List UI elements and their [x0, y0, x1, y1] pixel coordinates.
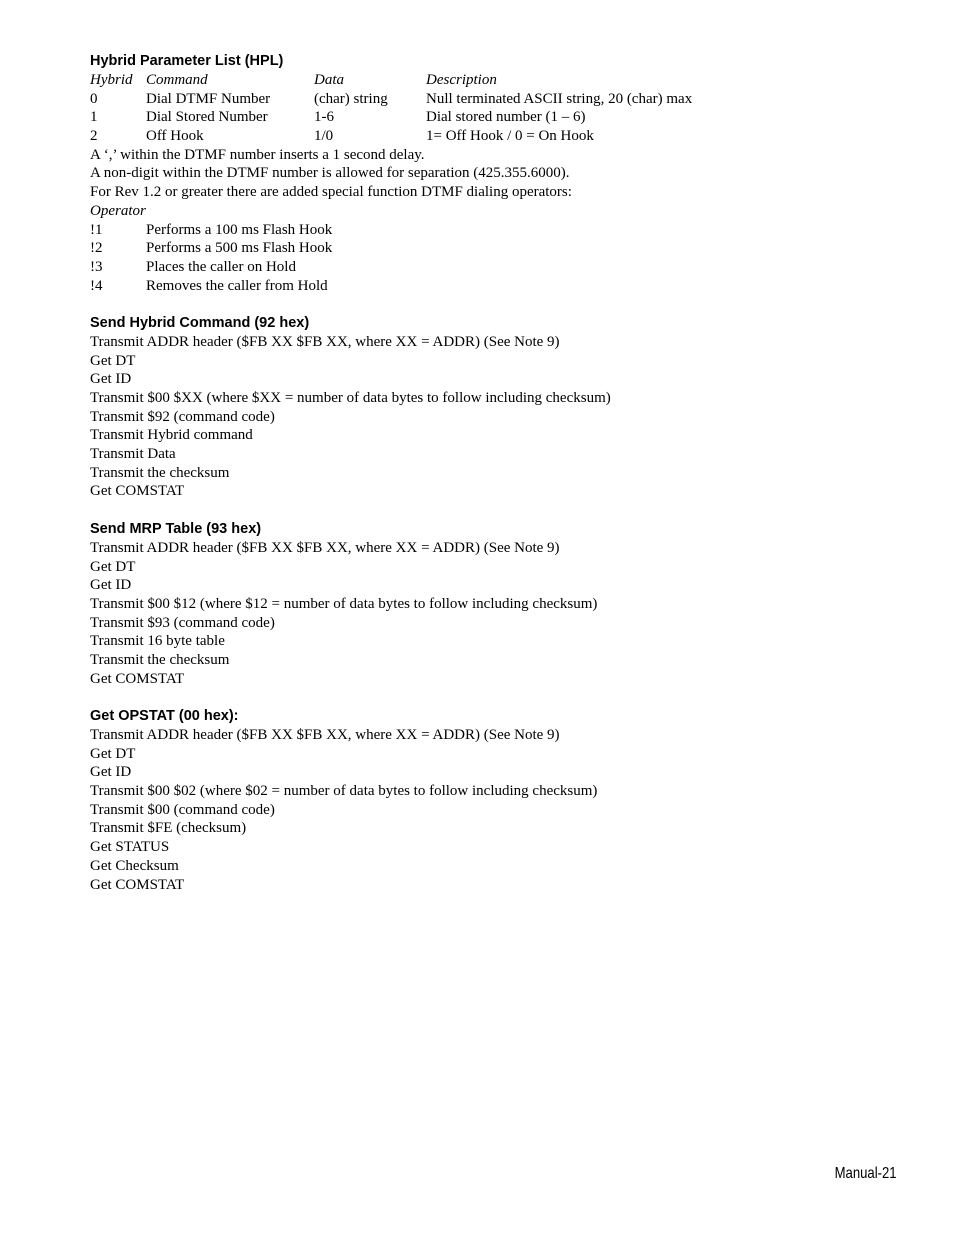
hpl-cell-hybrid: 2 [90, 128, 98, 145]
send-hybrid-section [90, 314, 890, 501]
step-line: Get ID [90, 577, 132, 594]
document-page [90, 52, 890, 894]
table-row [90, 127, 890, 146]
hpl-note: A ‘,’ within the DTMF number inserts a 1 second delay. [90, 146, 425, 163]
operator-row [90, 258, 890, 277]
operator-description: Performs a 100 ms Flash Hook [146, 221, 333, 238]
send-mrp-section [90, 520, 890, 689]
step-line: Transmit the checksum [90, 651, 230, 668]
section-spacer [90, 688, 890, 707]
hpl-cell-description: Dial stored number (1 – 6) [426, 109, 586, 126]
step-line: Transmit 16 byte table [90, 633, 225, 650]
hpl-cell-command: Dial Stored Number [146, 109, 268, 126]
operator-header: Operator [90, 202, 146, 219]
hpl-section [90, 52, 890, 295]
operator-row [90, 221, 890, 240]
step-line: Transmit $00 $XX (where $XX = number of data bytes to follow including checksum) [90, 390, 611, 406]
step-line: Transmit $FE (checksum) [90, 820, 247, 837]
hpl-note: For Rev 1.2 or greater there are added special function DTMF dialing operators: [90, 184, 572, 201]
hpl-cell-command: Off Hook [146, 128, 204, 145]
hpl-heading: Hybrid Parameter List (HPL) [90, 53, 284, 69]
page-number: Manual-21 [835, 1165, 897, 1182]
hpl-cell-data: 1-6 [314, 109, 334, 126]
step-line: Transmit $00 $12 (where $12 = number of data bytes to follow including checksum) [90, 595, 598, 612]
get-opstat-section [90, 707, 890, 894]
step-line: Transmit $00 (command code) [90, 801, 275, 818]
step-line: Get COMSTAT [90, 670, 185, 687]
step-line: Get ID [90, 764, 132, 781]
step-line: Transmit $93 (command code) [90, 614, 275, 631]
hpl-cell-command: Dial DTMF Number [146, 90, 271, 107]
step-line: Get DT [90, 745, 136, 762]
step-line: Transmit ADDR header ($FB XX $FB XX, where XX = ADDR) (See Note 9) [90, 727, 560, 743]
operator-description: Places the caller on Hold [146, 258, 296, 275]
operator-code: !3 [90, 258, 103, 275]
operator-code: !2 [90, 240, 103, 257]
hpl-note: A non-digit within the DTMF number is allowed for separation (425.355.6000). [90, 165, 570, 182]
step-line: Get DT [90, 558, 136, 575]
step-line: Transmit Hybrid command [90, 427, 253, 444]
operator-code: !1 [90, 221, 103, 238]
hpl-cell-description: 1= Off Hook / 0 = On Hook [426, 128, 594, 145]
hpl-cell-hybrid: 0 [90, 90, 98, 107]
hpl-col-data: Data [314, 72, 344, 88]
section-spacer [90, 501, 890, 520]
hpl-col-description: Description [426, 72, 497, 88]
table-row [90, 108, 890, 127]
hpl-col-hybrid: Hybrid [90, 72, 133, 88]
table-row [90, 90, 890, 109]
section-spacer [90, 295, 890, 314]
step-line: Transmit Data [90, 446, 176, 463]
send-hybrid-heading: Send Hybrid Command (92 hex) [90, 314, 310, 331]
step-line: Get COMSTAT [90, 876, 185, 893]
hpl-col-command: Command [146, 72, 208, 88]
operator-code: !4 [90, 277, 103, 294]
operator-description: Removes the caller from Hold [146, 277, 328, 294]
step-line: Transmit ADDR header ($FB XX $FB XX, where XX = ADDR) (See Note 9) [90, 539, 560, 556]
step-line: Transmit $92 (command code) [90, 408, 275, 425]
operator-row [90, 277, 890, 296]
step-line: Get Checksum [90, 857, 179, 874]
hpl-cell-data: 1/0 [314, 128, 334, 145]
operator-row [90, 239, 890, 258]
operator-description: Performs a 500 ms Flash Hook [146, 240, 333, 257]
hpl-cell-description: Null terminated ASCII string, 20 (char) max [426, 90, 693, 107]
step-line: Transmit $00 $02 (where $02 = number of data bytes to follow including checksum) [90, 783, 598, 800]
step-line: Get ID [90, 371, 132, 388]
get-opstat-heading: Get OPSTAT (00 hex): [90, 708, 239, 724]
hpl-cell-hybrid: 1 [90, 109, 98, 126]
step-line: Transmit ADDR header ($FB XX $FB XX, where XX = ADDR) (See Note 9) [90, 333, 560, 350]
hpl-table-header [90, 71, 890, 90]
step-line: Get DT [90, 352, 136, 369]
send-mrp-heading: Send MRP Table (93 hex) [90, 520, 262, 537]
step-line: Get COMSTAT [90, 483, 185, 500]
step-line: Get STATUS [90, 839, 170, 856]
hpl-cell-data: (char) string [314, 90, 388, 107]
step-line: Transmit the checksum [90, 464, 230, 481]
